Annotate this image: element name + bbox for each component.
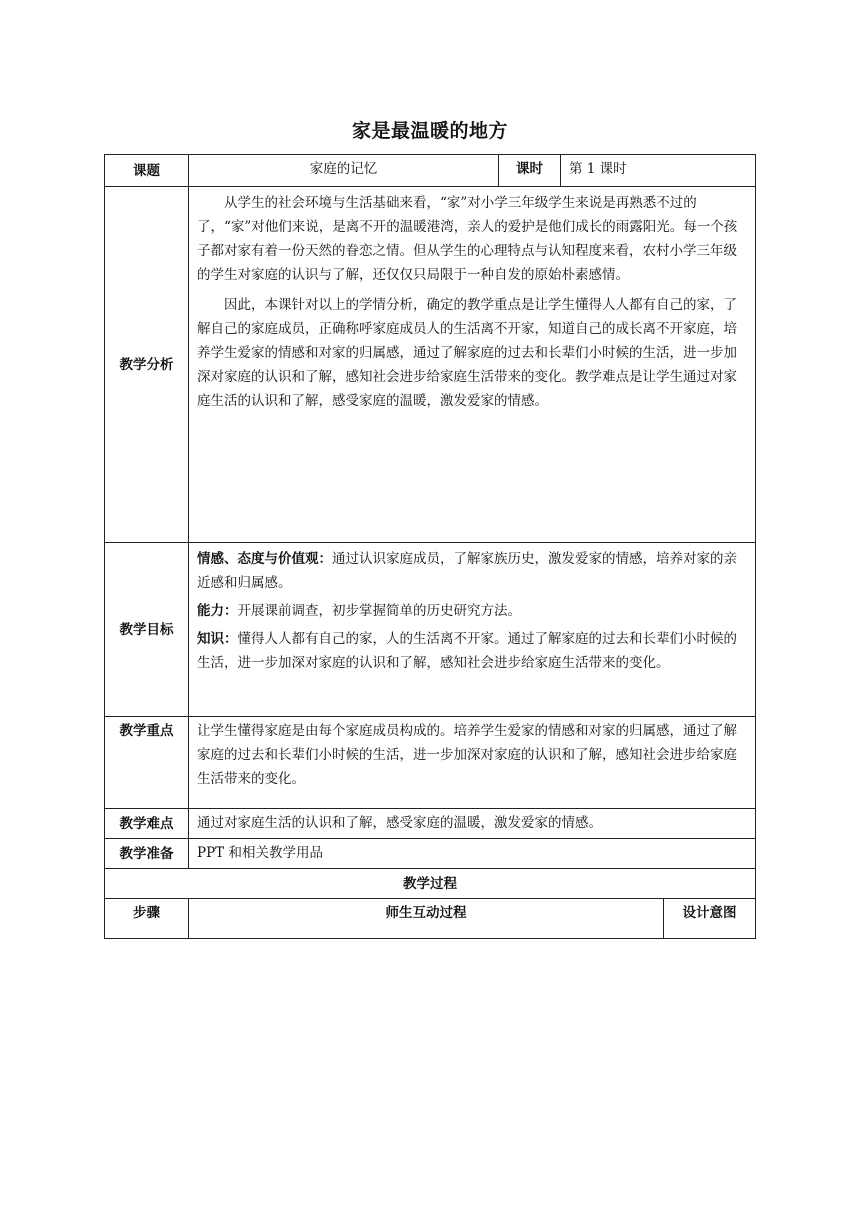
document-title: 家是最温暖的地方 bbox=[351, 120, 508, 142]
objective-emotion-label: 情感、态度与价值观： bbox=[197, 551, 332, 567]
lesson-plan-table bbox=[104, 154, 756, 939]
process-col-step: 步骤 bbox=[105, 899, 189, 939]
process-col-interaction: 师生互动过程 bbox=[189, 899, 664, 939]
objective-knowledge-label: 知识： bbox=[197, 631, 238, 647]
key-points-label: 教学重点 bbox=[105, 717, 189, 809]
objective-ability-text: 开展课前调查，初步掌握简单的历史研究方法。 bbox=[237, 603, 521, 619]
objective-knowledge-text: 懂得人人都有自己的家，人的生活离不开家。通过了解家庭的过去和长辈们小时候的生活，进一步加深对家庭的认识和了解，感知社会进步给家庭生活带来的变化。 bbox=[197, 631, 737, 671]
objective-ability-label: 能力： bbox=[197, 603, 238, 619]
objective-emotion bbox=[197, 547, 747, 595]
process-columns-row bbox=[105, 899, 756, 939]
objectives-content bbox=[189, 543, 756, 717]
objectives-row bbox=[105, 543, 756, 717]
objective-emotion-text: 通过认识家庭成员，了解家族历史，激发爱家的情感，培养对家的亲近感和归属感。 bbox=[197, 551, 737, 591]
analysis-content bbox=[189, 187, 756, 543]
topic-value: 家庭的记忆 bbox=[189, 155, 499, 187]
key-points-row bbox=[105, 717, 756, 809]
topic-label: 课题 bbox=[105, 155, 189, 187]
preparation-row bbox=[105, 839, 756, 869]
process-col-intent: 设计意图 bbox=[664, 899, 756, 939]
topic-row bbox=[105, 155, 756, 187]
process-header: 教学过程 bbox=[105, 869, 756, 899]
preparation-label: 教学准备 bbox=[105, 839, 189, 869]
analysis-label: 教学分析 bbox=[105, 187, 189, 543]
process-header-row bbox=[105, 869, 756, 899]
analysis-paragraph-1: 从学生的社会环境与生活基础来看，“家”对小学三年级学生来说是再熟悉不过的了，“家”对他们来说，是离不开的温暖港湾，亲人的爱护是他们成长的雨露阳光。每一个孩子都对家有着一份天然的眷恋之情。但从学生的心理特点与认知程度来看，农村小学三年级的学生对家庭的认识与了解，还仅仅只局限于一种自发的原始朴素感情。 bbox=[197, 195, 738, 283]
period-value: 第 1 课时 bbox=[561, 155, 756, 187]
difficulties-label: 教学难点 bbox=[105, 809, 189, 839]
period-label: 课时 bbox=[499, 155, 561, 187]
objective-ability bbox=[197, 599, 747, 623]
analysis-paragraph-2: 因此，本课针对以上的学情分析，确定的教学重点是让学生懂得人人都有自己的家，了解自己的家庭成员，正确称呼家庭成员人的生活离不开家，知道自己的成长离不开家庭，培养学生爱家的情感和对家的归属感，通过了解家庭的过去和长辈们小时候的生活，进一步加深对家庭的认识和了解，感知社会进步给家庭生活带来的变化。教学难点是让学生通过对家庭生活的认识和了解，感受家庭的温暖，激发爱家的情感。 bbox=[197, 297, 737, 409]
difficulties-text: 通过对家庭生活的认识和了解，感受家庭的温暖，激发爱家的情感。 bbox=[189, 809, 756, 839]
objective-knowledge bbox=[197, 627, 747, 675]
analysis-row bbox=[105, 187, 756, 543]
preparation-text: PPT 和相关教学用品 bbox=[189, 839, 756, 869]
objectives-label: 教学目标 bbox=[105, 543, 189, 717]
difficulties-row bbox=[105, 809, 756, 839]
key-points-text: 让学生懂得家庭是由每个家庭成员构成的。培养学生爱家的情感和对家的归属感，通过了解家庭的过去和长辈们小时候的生活，进一步加深对家庭的认识和了解，感知社会进步给家庭生活带来的变化。 bbox=[189, 717, 756, 809]
